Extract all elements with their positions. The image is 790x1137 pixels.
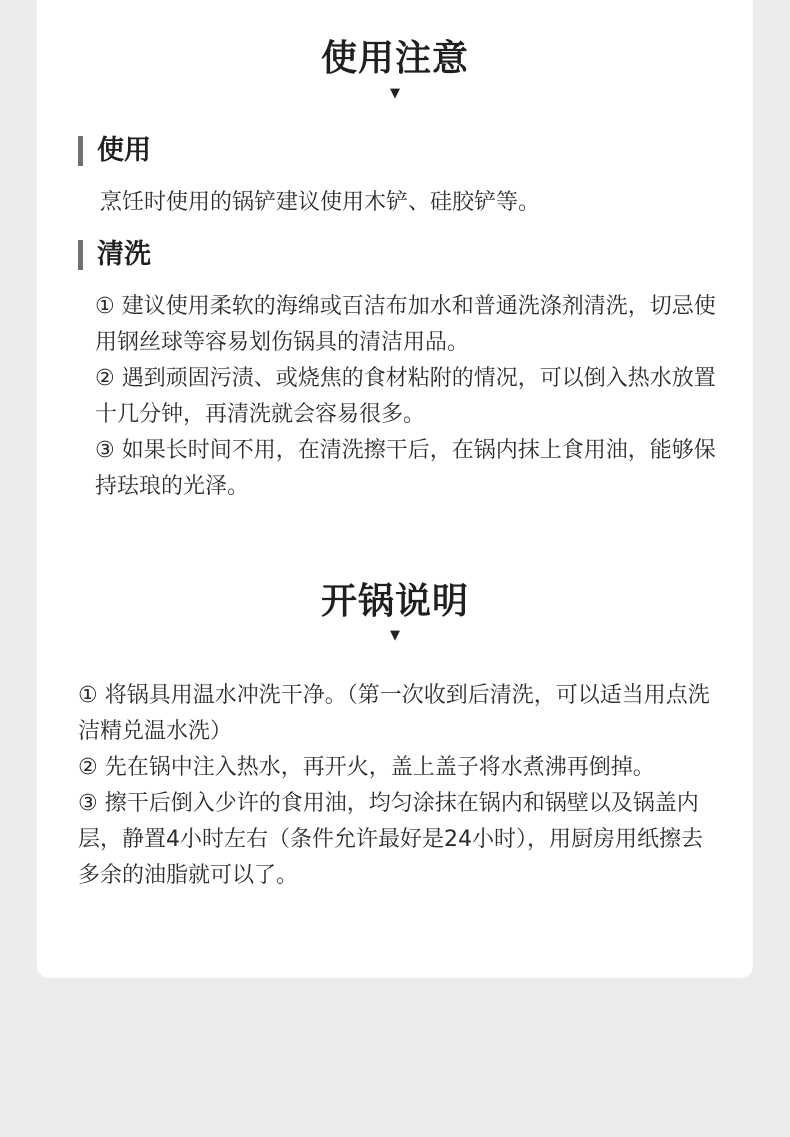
list-item: ③ 如果长时间不用，在清洗擦干后，在锅内抹上食用油，能够保持珐琅的光泽。 [95, 438, 716, 499]
chevron-down-icon: ▼ [390, 628, 400, 643]
use-text: 烹饪时使用的锅铲建议使用木铲、硅胶铲等。 [100, 190, 541, 215]
list-item: ② 遇到顽固污渍、或烧焦的食材粘附的情况，可以倒入热水放置十几分钟，再清洗就会容易很多。 [95, 366, 716, 427]
clean-heading: 清洗 [78, 240, 151, 270]
seasoning-title: 开锅说明 [320, 581, 469, 622]
list-item: ① 将锅具用温水冲洗干净。（第一次收到后清洗，可以适当用点洗洁精兑温水洗） [78, 683, 710, 744]
usage-notes-title: 使用注意 [320, 38, 469, 79]
seasoning-list [78, 678, 718, 894]
chevron-down-icon: ▼ [390, 86, 400, 101]
use-heading: 使用 [78, 136, 151, 166]
list-item: ③ 擦干后倒入少许的食用油，均匀涂抹在锅内和锅壁以及锅盖内层，静置4小时左右（条件允许最好是24小时），用厨房用纸擦去多余的油脂就可以了。 [78, 791, 703, 888]
list-item: ① 建议使用柔软的海绵或百洁布加水和普通洗涤剂清洗，切忌使用钢丝球等容易划伤锅具的清洁用品。 [95, 294, 716, 355]
clean-list [95, 289, 720, 505]
list-item: ② 先在锅中注入热水，再开火，盖上盖子将水煮沸再倒掉。 [78, 755, 655, 780]
